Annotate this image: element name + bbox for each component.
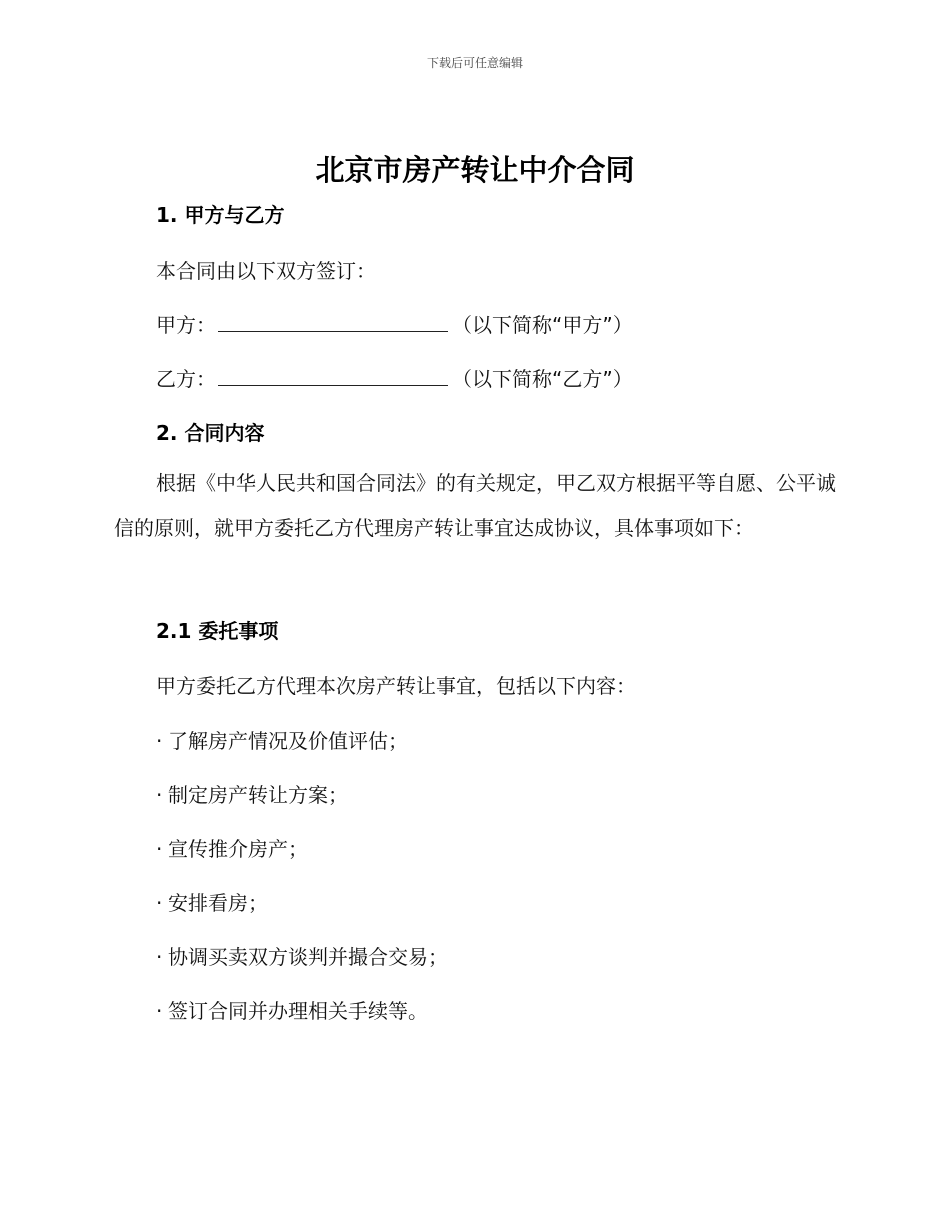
bullet-dot-icon: · (156, 783, 163, 807)
list-item-text: 了解房产情况及价值评估； (168, 729, 408, 753)
section-2-heading: 2. 合同内容 (156, 421, 265, 445)
section-1-heading: 1. 甲方与乙方 (156, 203, 285, 227)
bullet-dot-icon: · (156, 999, 163, 1023)
list-item (156, 941, 448, 970)
list-item (156, 995, 428, 1024)
party-b-line (156, 363, 633, 392)
section-1-intro: 本合同由以下双方签订： (156, 259, 376, 283)
list-item-text: 协调买卖双方谈判并撮合交易； (168, 945, 448, 969)
party-b-label: 乙方： (156, 367, 216, 391)
bullet-dot-icon: · (156, 837, 163, 861)
party-b-suffix: （以下简称“乙方”） (452, 367, 633, 391)
bullet-dot-icon: · (156, 945, 163, 969)
bullet-dot-icon: · (156, 729, 163, 753)
header-note: 下载后可任意编辑 (426, 56, 523, 70)
list-item-text: 宣传推介房产； (168, 837, 308, 861)
party-b-blank[interactable] (218, 367, 448, 386)
bullet-dot-icon: · (156, 891, 163, 915)
list-item (156, 779, 348, 808)
list-item-text: 安排看房； (168, 891, 268, 915)
party-a-label: 甲方： (156, 313, 216, 337)
list-item (156, 887, 268, 916)
list-item (156, 833, 308, 862)
list-item-text: 制定房产转让方案； (168, 783, 348, 807)
section-2-1-heading: 2.1 委托事项 (156, 619, 279, 643)
section-2-paragraph: 根据《中华人民共和国合同法》的有关规定，甲乙双方根据平等自愿、公平诚信的原则，就甲方委托乙方代理房产转让事宜达成协议，具体事项如下： (114, 471, 836, 540)
list-item (156, 725, 408, 754)
section-2-1-intro: 甲方委托乙方代理本次房产转让事宜，包括以下内容： (156, 674, 636, 698)
list-item-text: 签订合同并办理相关手续等。 (168, 999, 428, 1023)
document-title: 北京市房产转让中介合同 (315, 153, 635, 187)
party-a-blank[interactable] (218, 313, 448, 332)
party-a-line (156, 309, 633, 338)
party-a-suffix: （以下简称“甲方”） (452, 313, 633, 337)
